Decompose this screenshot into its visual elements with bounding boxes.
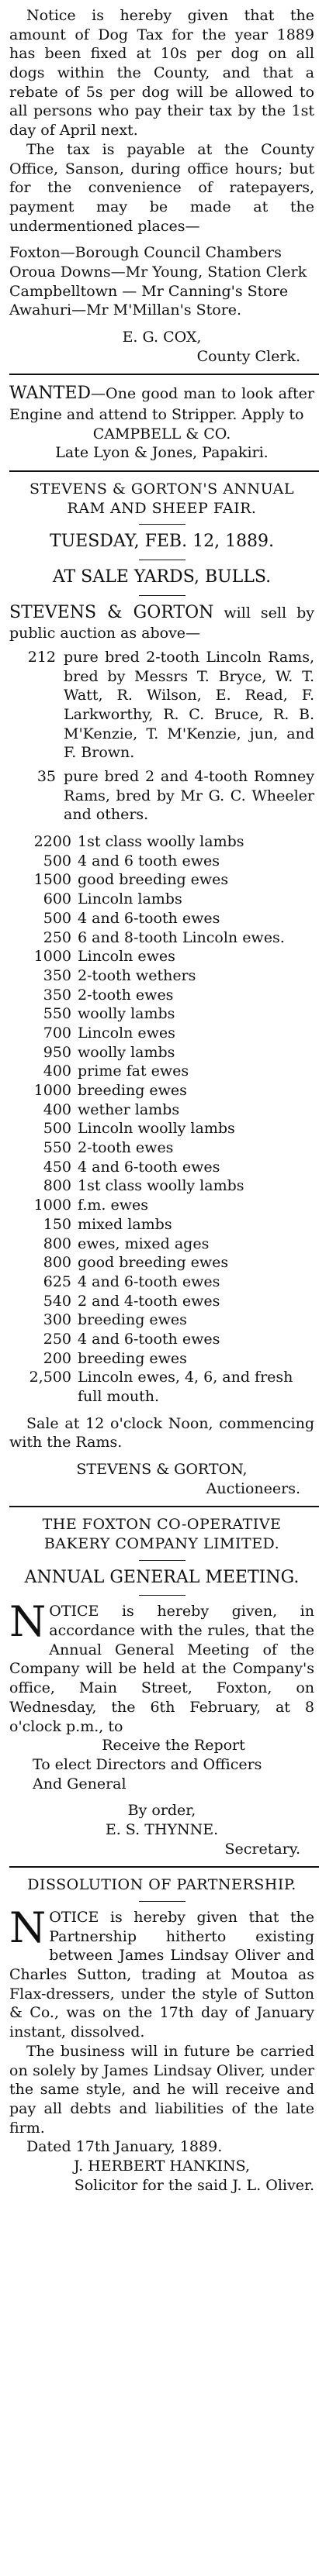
fair-signatory-title: Auctioneers. xyxy=(206,1479,300,1497)
bakery-title: THE FOXTON CO-OPERATIVE BAKERY COMPANY LIMITED. xyxy=(42,1516,282,1553)
stock-item xyxy=(9,832,314,852)
divider xyxy=(9,374,319,375)
short-rule xyxy=(139,1901,186,1902)
short-rule xyxy=(139,1560,186,1561)
lot-count: 212 xyxy=(27,648,56,666)
stock-description: wether lambs xyxy=(78,1100,180,1118)
wanted-body: —One good man to look after Engine and attend to Stripper. Apply to xyxy=(9,385,314,423)
stock-count: 400 xyxy=(43,1062,71,1080)
stock-item xyxy=(9,986,314,1005)
dissolution-notice xyxy=(9,1875,319,2195)
fair-signatory: STEVENS & GORTON, xyxy=(76,1461,248,1479)
stock-description: good breeding ewes xyxy=(78,871,229,889)
stock-item xyxy=(9,947,314,966)
stock-item xyxy=(9,909,314,928)
payment-place: Oroua Downs—Mr Young, Station Clerk xyxy=(9,263,307,281)
stock-description: Lincoln woolly lambs xyxy=(78,1120,235,1138)
divider xyxy=(9,1506,319,1507)
stock-description: prime fat ewes xyxy=(78,1062,189,1080)
stock-item xyxy=(9,1235,314,1254)
stock-description: woolly lambs xyxy=(78,1043,175,1061)
stock-item xyxy=(9,1273,314,1292)
bakery-notice xyxy=(9,1515,319,1858)
stock-description: woolly lambs xyxy=(78,1005,175,1023)
stock-description: breeding ewes xyxy=(78,1349,187,1367)
stock-item xyxy=(9,1349,314,1369)
stock-description: 4 and 6 tooth ewes xyxy=(78,852,220,870)
stock-description: 4 and 6-tooth ewes xyxy=(78,1158,220,1176)
stock-count: 1000 xyxy=(33,1082,71,1099)
stock-description: Lincoln lambs xyxy=(78,890,182,908)
divider xyxy=(9,470,319,472)
stock-item xyxy=(9,1062,314,1081)
fair-intro-text: will sell by public auction as above— xyxy=(9,604,314,642)
stock-count: 800 xyxy=(43,1177,71,1195)
stock-item xyxy=(9,1368,314,1406)
stock-item xyxy=(9,1024,314,1043)
stock-description: good breeding ewes xyxy=(78,1254,229,1272)
dog-tax-notice xyxy=(9,6,319,366)
stock-count: 150 xyxy=(43,1215,71,1233)
stock-count: 625 xyxy=(43,1273,71,1290)
fair-venue: AT SALE YARDS, BULLS. xyxy=(52,567,272,587)
stock-item xyxy=(9,1138,314,1158)
stock-count: 500 xyxy=(43,852,71,870)
bakery-heading: ANNUAL GENERAL MEETING. xyxy=(24,1567,300,1587)
stock-item xyxy=(9,852,314,871)
stock-item xyxy=(9,1330,314,1349)
dog-tax-signatory: E. G. COX, xyxy=(122,329,202,346)
stock-count: 250 xyxy=(43,928,71,946)
stock-description: Lincoln ewes xyxy=(78,948,175,966)
stock-item xyxy=(9,1310,314,1330)
stock-count: 540 xyxy=(43,1292,71,1310)
stock-count: 250 xyxy=(43,1330,71,1348)
fair-date: TUESDAY, FEB. 12, 1889. xyxy=(49,532,275,552)
agenda-item: To elect Directors and Officers xyxy=(33,1755,262,1773)
stock-count: 2200 xyxy=(33,833,71,851)
dissolution-paragraph-1: NOTICE is hereby given that the Partnership hitherto existing between James Lindsay Oliver and Charles Sutton, trading at Moutoa as Flax-dressers, under the style of Sutton & Co., was on the 17th day of January instant, dissolved. xyxy=(9,1903,314,2041)
stock-count: 700 xyxy=(43,1024,71,1042)
stock-item xyxy=(9,1215,314,1235)
payment-place: Campbelltown — Mr Canning's Store xyxy=(9,282,289,300)
stock-item xyxy=(9,928,314,948)
agenda xyxy=(33,1736,314,1793)
dissolution-dated: Dated 17th January, 1889. xyxy=(26,2138,223,2156)
dog-tax-paragraph-1: Notice is hereby given that the amount of Dog Tax for the year 1889 has been fixed at 10s per dog on all dogs within the County, and that a rebate of 5s per dog will be allowed to all persons who pay their tax by the 1st day of April next. xyxy=(9,7,314,139)
stock-count: 300 xyxy=(43,1311,71,1329)
stock-item xyxy=(9,870,314,890)
lot-description: pure bred 2 and 4-tooth Romney Rams, bred by Mr G. C. Wheeler and others. xyxy=(64,768,314,824)
stock-count: 400 xyxy=(43,1100,71,1118)
lot-description: pure bred 2-tooth Lincoln Rams, bred by Messrs T. Bryce, W. T. Watt, R. Wilson, E. Read, F. Larkworthy, R. C. Bruce, R. B. M'Kenzie, T. M'Kenzie, jun, and F. Brown. xyxy=(64,648,314,762)
stock-description: ewes, mixed ages xyxy=(78,1235,210,1252)
stock-count: 1000 xyxy=(33,948,71,966)
bakery-text: NOTICE is hereby given, in accordance with the rules, that the Annual General Meeting of the Company will be held at the Company's office, Main Street, Foxton, on Wednesday, the 6th February, at 8 o'clock p.m., to xyxy=(9,1597,314,1735)
stock-description: 2-tooth ewes xyxy=(78,986,174,1004)
stock-description: 6 and 8-tooth Lincoln ewes. xyxy=(78,928,285,946)
bakery-signatory: E. S. THYNNE. xyxy=(105,1820,219,1838)
stock-description: 4 and 6-tooth ewes xyxy=(78,1273,220,1290)
short-rule xyxy=(139,595,186,596)
stock-description: 4 and 6-tooth ewes xyxy=(78,1330,220,1348)
stock-item xyxy=(9,1100,314,1120)
stock-item xyxy=(9,1043,314,1062)
stock-count: 500 xyxy=(43,909,71,927)
stock-description: breeding ewes xyxy=(78,1082,187,1099)
stock-item xyxy=(9,1158,314,1177)
stock-count: 1000 xyxy=(33,1197,71,1214)
stock-description: f.m. ewes xyxy=(78,1197,148,1214)
dog-tax-paragraph-2: The tax is payable at the County Office, Sanson, during office hours; but for the convenience of ratepayers, payment may be made at the undermentioned places— xyxy=(9,140,314,235)
wanted-company-note: Late Lyon & Jones, Papakiri. xyxy=(55,444,269,462)
stock-description: 1st class woolly lambs xyxy=(78,833,244,851)
stock-item xyxy=(9,1081,314,1100)
short-rule xyxy=(139,524,186,525)
wanted-ad xyxy=(9,383,319,463)
lot-item xyxy=(9,767,314,825)
stock-item xyxy=(9,966,314,986)
fair-title: STEVENS & GORTON'S ANNUAL RAM AND SHEEP FAIR. xyxy=(29,480,294,517)
stock-description: mixed lambs xyxy=(78,1215,172,1233)
stock-item xyxy=(9,1253,314,1273)
fair-intro-lead: STEVENS & GORTON xyxy=(9,602,214,622)
sheep-fair-ad xyxy=(9,480,319,1498)
stock-count: 950 xyxy=(43,1043,71,1061)
bakery-signatory-title: Secretary. xyxy=(224,1840,300,1858)
stock-item xyxy=(9,1196,314,1215)
stock-item xyxy=(9,890,314,909)
divider xyxy=(9,1866,319,1868)
stock-count: 550 xyxy=(43,1139,71,1157)
stock-item xyxy=(9,1004,314,1024)
sale-note: Sale at 12 o'clock Noon, commencing with the Rams. xyxy=(9,1414,314,1452)
dog-tax-signatory-title: County Clerk. xyxy=(196,347,300,365)
stock-description: Lincoln ewes xyxy=(78,1024,175,1042)
stock-description: 1st class woolly lambs xyxy=(78,1177,244,1195)
stock-item xyxy=(9,1292,314,1311)
stock-item xyxy=(9,1119,314,1138)
stock-count: 2,500 xyxy=(29,1369,71,1386)
wanted-text xyxy=(9,383,314,424)
stock-count: 200 xyxy=(43,1349,71,1367)
wanted-company: CAMPBELL & CO. xyxy=(92,425,231,443)
payment-place: Awahuri—Mr M'Millan's Store. xyxy=(9,301,242,319)
stock-count: 800 xyxy=(43,1254,71,1272)
fair-intro xyxy=(9,602,314,643)
stock-count: 600 xyxy=(43,890,71,908)
dissolution-signatory: J. HERBERT HANKINS, xyxy=(73,2157,251,2175)
by-order: By order, xyxy=(127,1802,196,1820)
payment-place: Foxton—Borough Council Chambers xyxy=(9,244,282,262)
stock-count: 550 xyxy=(43,1005,71,1023)
stock-count: 350 xyxy=(43,966,71,984)
short-rule xyxy=(139,1595,186,1596)
stock-description: breeding ewes xyxy=(78,1311,187,1329)
stock-description: 4 and 6-tooth ewes xyxy=(78,909,220,927)
stock-description: 2 and 4-tooth ewes xyxy=(78,1292,220,1310)
stock-count: 1500 xyxy=(33,871,71,889)
stock-count: 500 xyxy=(43,1120,71,1138)
dissolution-title: DISSOLUTION OF PARTNERSHIP. xyxy=(27,1876,296,1894)
stock-item xyxy=(9,1176,314,1196)
stock-description: Lincoln ewes, 4, 6, and fresh full mouth. xyxy=(78,1369,293,1405)
agenda-item: And General xyxy=(33,1775,127,1793)
stock-count: 350 xyxy=(43,986,71,1004)
stock-count: 800 xyxy=(43,1235,71,1252)
wanted-lead: WANTED xyxy=(9,384,92,404)
dissolution-paragraph-2: The business will in future be carried on solely by James Lindsay Oliver, under the same style, and he will receive and pay all debts and liabilities of the late firm. xyxy=(9,2042,314,2137)
dissolution-signatory-title: Solicitor for the said J. L. Oliver. xyxy=(74,2176,314,2194)
agenda-item: Receive the Report xyxy=(102,1737,245,1755)
stock-description: 2-tooth ewes xyxy=(78,1139,174,1157)
lot-item xyxy=(9,648,314,763)
stock-description: 2-tooth wethers xyxy=(78,966,196,984)
stock-count: 450 xyxy=(43,1158,71,1176)
lot-count: 35 xyxy=(36,768,56,785)
